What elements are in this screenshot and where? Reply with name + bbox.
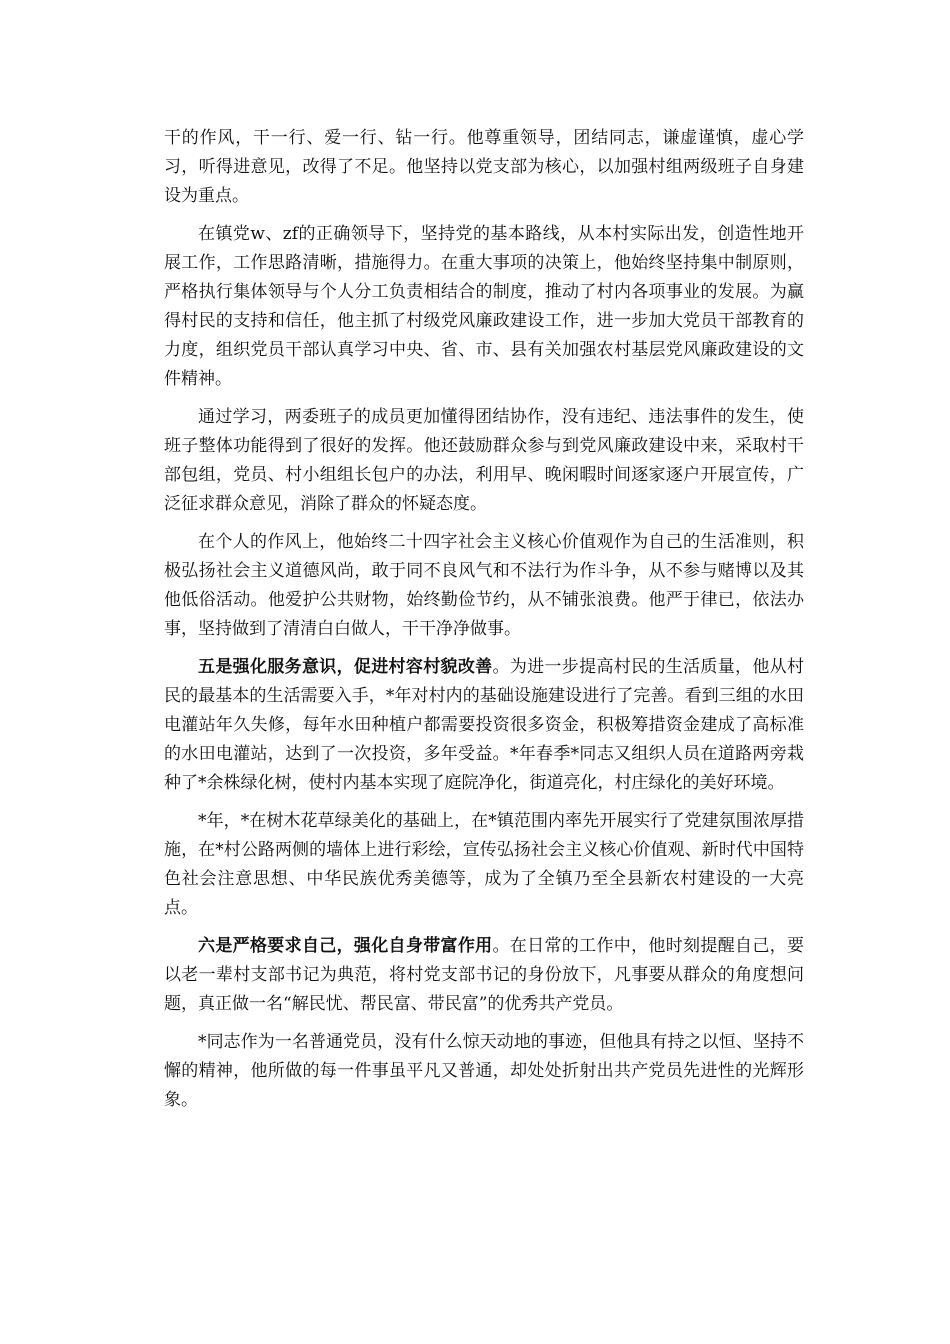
paragraph-3 [164, 403, 804, 519]
paragraph-text: 。为进一步提高村民的生活质量，他从村民的最基本的生活需要入手，*年对村内的基础设施建设进行了完善。看到三组的水田电灌站年久失修，每年水田种植户都需要投资很多资金，积极筹措资金建成了高标准的水田电灌站，达到了一次投资，多年受益。*年春季*同志又组织人员在道路两旁栽种了*余株绿化树，使村内基本实现了庭院净化，街道亮化，村庄绿化的美好环境。 [164, 657, 804, 793]
paragraph-8 [164, 1028, 804, 1115]
paragraph-text: 。在日常的工作中，他时刻提醒自己，要以老一辈村支部书记为典范，将村党支部书记的身份放下，凡事要从群众的角度想问题，真正做一名“解民忧、帮民富、带民富”的优秀共产党员。 [164, 936, 804, 1014]
paragraph-2 [164, 220, 804, 394]
paragraph-6 [164, 807, 804, 923]
paragraph-text: 通过学习，两委班子的成员更加懂得团结协作，没有违纪、违法事件的发生，使班子整体功能得到了很好的发挥。他还鼓励群众参与到党风廉政建设中来，采取村干部包组，党员、村小组组长包户的办法，利用早、晚闲暇时间逐家逐户开展宣传，广泛征求群众意见，消除了群众的怀疑态度。 [164, 407, 804, 514]
paragraph-7 [164, 932, 804, 1019]
paragraph-1 [164, 124, 804, 211]
section-six-heading: 六是严格要求自己，强化自身带富作用 [198, 936, 493, 956]
section-five-heading: 五是强化服务意识，促进村容村貌改善 [198, 657, 493, 677]
paragraph-4 [164, 528, 804, 644]
paragraph-text: *年，*在树木花草绿美化的基础上，在*镇范围内率先开展实行了党建氛围浓厚措施，在*村公路两侧的墙体上进行彩绘，宣传弘扬社会主义核心价值观、新时代中国特色社会注意思想、中华民族优秀美德等，成为了全镇乃至全县新农村建设的一大亮点。 [164, 811, 804, 918]
paragraph-text: 在个人的作风上，他始终二十四字社会主义核心价值观作为自己的生活准则，积极弘扬社会主义道德风尚，敢于同不良风气和不法行为作斗争，从不参与赌博以及其他低俗活动。他爱护公共财物，始终勤俭节约，从不铺张浪费。他严于律已，依法办事，坚持做到了清清白白做人，干干净净做事。 [164, 532, 804, 639]
document-body [164, 124, 804, 1124]
paragraph-text: 干的作风，干一行、爱一行、钻一行。他尊重领导，团结同志，谦虚谨慎，虚心学习，听得进意见，改得了不足。他坚持以党支部为核心，以加强村组两级班子自身建设为重点。 [164, 128, 804, 206]
paragraph-5 [164, 653, 804, 798]
paragraph-text: *同志作为一名普通党员，没有什么惊天动地的事迹，但他具有持之以恒、坚持不懈的精神，他所做的每一件事虽平凡又普通，却处处折射出共产党员先进性的光辉形象。 [164, 1032, 804, 1110]
paragraph-text: 在镇党w、zf的正确领导下，坚持党的基本路线，从本村实际出发，创造性地开展工作，工作思路清晰，措施得力。在重大事项的决策上，他始终坚持集中制原则，严格执行集体领导与个人分工负责相结合的制度，推动了村内各项事业的发展。为赢得村民的支持和信任，他主抓了村级党风廉政建设工作，进一步加大党员干部教育的力度，组织党员干部认真学习中央、省、市、县有关加强农村基层党风廉政建设的文件精神。 [164, 224, 804, 389]
